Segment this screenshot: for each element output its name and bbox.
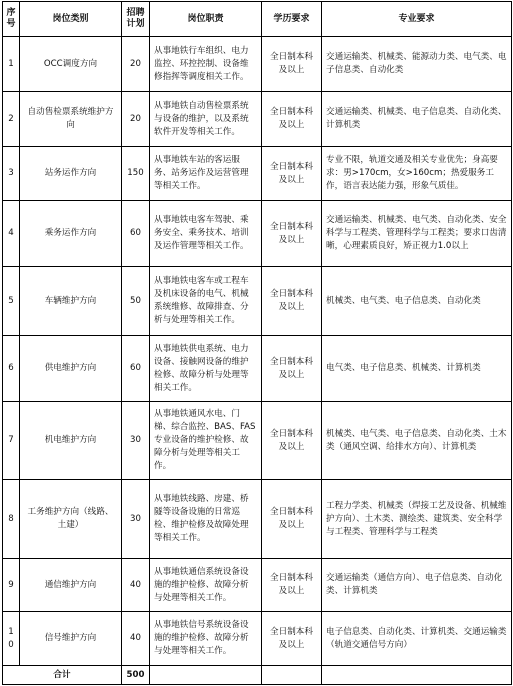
total-plan: 500 <box>122 666 150 685</box>
row-education: 全日制本科及以上 <box>262 402 322 480</box>
total-empty-duty <box>150 666 262 685</box>
row-no: 3 <box>3 147 20 201</box>
row-major: 交通运输类（通信方向）、电子信息类、自动化类、计算机类 <box>322 559 512 612</box>
header-category: 岗位类别 <box>20 2 122 37</box>
row-no: 1 <box>3 37 20 92</box>
row-category: 机电维护方向 <box>20 402 122 480</box>
row-major: 电子信息类、自动化类、计算机类、交通运输类（轨道交通信号方向） <box>322 612 512 666</box>
row-no: 10 <box>3 612 20 666</box>
header-plan: 招聘计划 <box>122 2 150 37</box>
table-row <box>3 147 512 201</box>
row-education: 全日制本科及以上 <box>262 267 322 336</box>
row-category: 乘务运作方向 <box>20 201 122 267</box>
row-major: 电气类、电子信息类、机械类、计算机类 <box>322 336 512 402</box>
row-plan: 30 <box>122 480 150 559</box>
row-duty: 从事地铁电客车驾驶、乘务安全、乘务技术、培训及运作管理等相关工作。 <box>150 201 262 267</box>
table-row <box>3 612 512 666</box>
total-empty-major <box>322 666 512 685</box>
row-plan: 20 <box>122 92 150 147</box>
row-no: 2 <box>3 92 20 147</box>
row-plan: 60 <box>122 336 150 402</box>
row-no: 8 <box>3 480 20 559</box>
row-education: 全日制本科及以上 <box>262 336 322 402</box>
row-plan: 30 <box>122 402 150 480</box>
row-major: 交通运输类、机械类、电气类、自动化类、安全科学与工程类、管理科学与工程类；要求口齿清晰，心理素质良好，矫正视力1.0以上 <box>322 201 512 267</box>
row-education: 全日制本科及以上 <box>262 37 322 92</box>
row-duty: 从事地铁信号系统设备设施的维护检修、故障分析与处理等相关工作。 <box>150 612 262 666</box>
header-no: 序号 <box>3 2 20 37</box>
row-major: 工程力学类、机械类（焊接工艺及设备、机械维护方向）、土木类、测绘类、建筑类、安全科学与工程类、管理科学与工程类 <box>322 480 512 559</box>
row-major: 交通运输类、机械类、能源动力类、电气类、电子信息类、自动化类 <box>322 37 512 92</box>
table-row <box>3 37 512 92</box>
row-no: 9 <box>3 559 20 612</box>
header-education: 学历要求 <box>262 2 322 37</box>
header-major: 专业要求 <box>322 2 512 37</box>
row-category: 站务运作方向 <box>20 147 122 201</box>
header-row <box>3 2 512 37</box>
row-major: 机械类、电气类、电子信息类、自动化类、土木类（通风空调、给排水方向）、计算机类 <box>322 402 512 480</box>
row-category: 车辆维护方向 <box>20 267 122 336</box>
table-row <box>3 336 512 402</box>
row-no: 6 <box>3 336 20 402</box>
row-plan: 50 <box>122 267 150 336</box>
row-duty: 从事地铁车站的客运服务、站务运作及运营管理等相关工作。 <box>150 147 262 201</box>
row-education: 全日制本科及以上 <box>262 147 322 201</box>
recruitment-table <box>2 1 512 685</box>
row-major: 专业不限，轨道交通及相关专业优先；身高要求：男>170cm，女>160cm；热爱服务工作，语言表达能力强，形象气质佳。 <box>322 147 512 201</box>
row-no: 4 <box>3 201 20 267</box>
row-duty: 从事地铁行车组织、电力监控、环控控制、设备维修指挥等调度相关工作。 <box>150 37 262 92</box>
row-category: 自动售检票系统维护方向 <box>20 92 122 147</box>
table-row <box>3 480 512 559</box>
row-duty: 从事地铁电客车或工程车及机床设备的电气、机械系统维修、故障排查、分析与处理等相关工作。 <box>150 267 262 336</box>
row-plan: 20 <box>122 37 150 92</box>
row-plan: 60 <box>122 201 150 267</box>
row-no: 7 <box>3 402 20 480</box>
row-education: 全日制本科及以上 <box>262 201 322 267</box>
total-empty-education <box>262 666 322 685</box>
table-row <box>3 92 512 147</box>
row-duty: 从事地铁自动售检票系统与设备的维护，以及系统软件开发等相关工作。 <box>150 92 262 147</box>
total-row <box>3 666 512 685</box>
table-row <box>3 402 512 480</box>
row-plan: 150 <box>122 147 150 201</box>
row-education: 全日制本科及以上 <box>262 92 322 147</box>
row-education: 全日制本科及以上 <box>262 559 322 612</box>
row-education: 全日制本科及以上 <box>262 612 322 666</box>
table-row <box>3 267 512 336</box>
row-duty: 从事地铁线路、房建、桥隧等设备设施的日常巡检、维护检修及故障处理等相关工作。 <box>150 480 262 559</box>
row-duty: 从事地铁供电系统、电力设备、接触网设备的维护检修、故障分析与处理等相关工作。 <box>150 336 262 402</box>
row-education: 全日制本科及以上 <box>262 480 322 559</box>
table-row <box>3 201 512 267</box>
row-category: 通信维护方向 <box>20 559 122 612</box>
row-category: OCC调度方向 <box>20 37 122 92</box>
row-category: 信号维护方向 <box>20 612 122 666</box>
row-plan: 40 <box>122 612 150 666</box>
total-label: 合计 <box>3 666 122 685</box>
row-duty: 从事地铁通风水电、门梯、综合监控、BAS、FAS专业设备的维护检修、故障分析与处理等相关工作。 <box>150 402 262 480</box>
row-major: 交通运输类、机械类、电子信息类、自动化类、计算机类 <box>322 92 512 147</box>
row-major: 机械类、电气类、电子信息类、自动化类 <box>322 267 512 336</box>
table-row <box>3 559 512 612</box>
row-category: 供电维护方向 <box>20 336 122 402</box>
row-duty: 从事地铁通信系统设备设施的维护检修、故障分析与处理等相关工作。 <box>150 559 262 612</box>
row-category: 工务维护方向（线路、土建） <box>20 480 122 559</box>
header-duty: 岗位职责 <box>150 2 262 37</box>
row-no: 5 <box>3 267 20 336</box>
row-plan: 40 <box>122 559 150 612</box>
